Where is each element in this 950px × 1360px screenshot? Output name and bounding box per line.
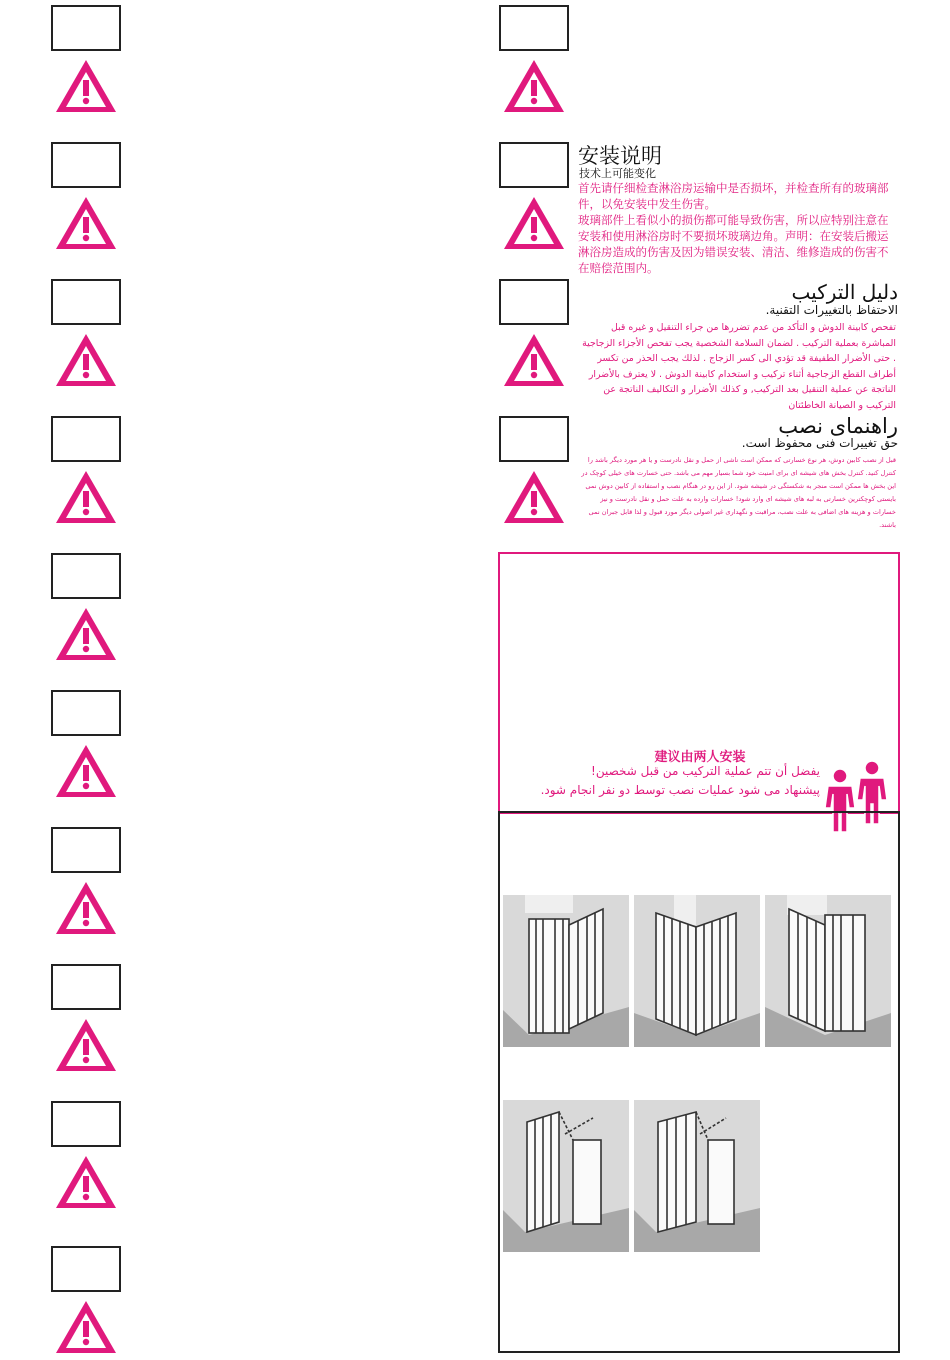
- persian-paragraph: قبل از نصب کابین دوش، هر نوع خسارتی که ممکن است ناشی از حمل و نقل نادرست و یا هر مورد دیگر باشد را کنترل کنید. کنترل بخش های شیشه ای برای امنیت خود شما بسیار مهم می باشد. حتی خسارت های خیلی کوچک در این بخش ها ممکن است منجر به شکستگی در شیشه شود. از این رو در هنگام نصب و استفاده از کابین دوش نمی بایستی کوچکترین خسارتی به لبه های شیشه ای وارد شود! خسارات وارده به علت حمل و نقل نادرست و نیز خسارات و هزینه های اضافی به علت نصب، مراقبت و نگهداری غیر اصولی دیگر مورد قبول و لذا قابل جبران نمی باشند.: [581, 456, 896, 529]
- shower-corner-illustration: [634, 895, 760, 1047]
- shower-corner-illustration: [765, 895, 891, 1047]
- note-box: [51, 1246, 121, 1292]
- chinese-paragraph: 玻璃部件上看似小的损伤都可能导致伤害，所以应特别注意在安装和使用淋浴房时不要损坏玻璃边角。声明：在安装后搬运淋浴房造成的伤害及因为错误安装、清洁、维修造成的伤害不在赔偿范围内。: [578, 213, 889, 275]
- note-box: [51, 553, 121, 599]
- shower-corner-illustration: [503, 895, 629, 1047]
- warning-triangle-icon: [502, 195, 566, 251]
- warning-triangle-icon: [54, 743, 118, 799]
- warning-triangle-icon: [54, 58, 118, 114]
- note-box: [499, 416, 569, 462]
- note-box: [51, 964, 121, 1010]
- warning-triangle-icon: [54, 1299, 118, 1355]
- chinese-paragraph: 首先请仔细检查淋浴房运输中是否损坏，并检查所有的玻璃部件，以免安装中发生伤害。: [578, 181, 889, 211]
- note-box: [499, 279, 569, 325]
- note-box: [51, 279, 121, 325]
- note-box: [499, 5, 569, 51]
- warning-triangle-icon: [502, 469, 566, 525]
- warning-triangle-icon: [54, 606, 118, 662]
- two-person-note-chinese: 建议由两人安装: [654, 750, 746, 765]
- warning-triangle-icon: [54, 195, 118, 251]
- note-box: [51, 5, 121, 51]
- note-box: [51, 1101, 121, 1147]
- warning-triangle-icon: [54, 1154, 118, 1210]
- note-box: [51, 690, 121, 736]
- arabic-subtitle: الاحتفاظ بالتغييرات التقنية.: [765, 303, 898, 317]
- two-person-note-arabic: يفضل أن تتم عملية التركيب من قبل شخصين!: [591, 764, 820, 778]
- arabic-paragraph: تفحص كابينة الدوش و التأكد من عدم تضررها من جراء التنقيل و غيره قبل المباشرة بعملية التركيب . لضمان السلامة الشخصية يجب تفحص الأجزاء الزجاجية . حتى الأضرار الطفيفة قد تؤدي الى كسر الزجاج . لذلك يجب الحذر من تكسر أطراف القطع الزجاجية أثناء تركيب و استخدام كابينة الدوش . لا يعترف بالأضرار الناتجة عن عملية التنقيل بعد التركيب, و كذلك الأضرار و التكاليف الناتجة عن التركيب و الصيانة الخاطئتان: [582, 322, 896, 411]
- warning-triangle-icon: [502, 332, 566, 388]
- two-person-note-persian: پیشنهاد می شود عملیات نصب توسط دو نفر انجام شود.: [540, 783, 820, 797]
- note-box: [51, 142, 121, 188]
- note-box: [51, 416, 121, 462]
- arabic-title: دليل التركيب: [791, 280, 898, 304]
- illustration-frame: [498, 811, 900, 1353]
- warning-triangle-icon: [54, 880, 118, 936]
- warning-triangle-icon: [54, 1017, 118, 1073]
- shower-side-panel-illustration: [634, 1100, 760, 1252]
- warning-triangle-icon: [502, 58, 566, 114]
- warning-triangle-icon: [54, 469, 118, 525]
- shower-side-panel-illustration: [503, 1100, 629, 1252]
- chinese-title: 安装说明: [578, 144, 662, 168]
- warning-triangle-icon: [54, 332, 118, 388]
- persian-title: راهنمای نصب: [778, 414, 898, 438]
- note-box: [51, 827, 121, 873]
- chinese-subtitle: 技术上可能变化: [579, 167, 656, 180]
- note-box: [499, 142, 569, 188]
- persian-subtitle: حق تغییرات فنی محفوظ است.: [741, 436, 898, 450]
